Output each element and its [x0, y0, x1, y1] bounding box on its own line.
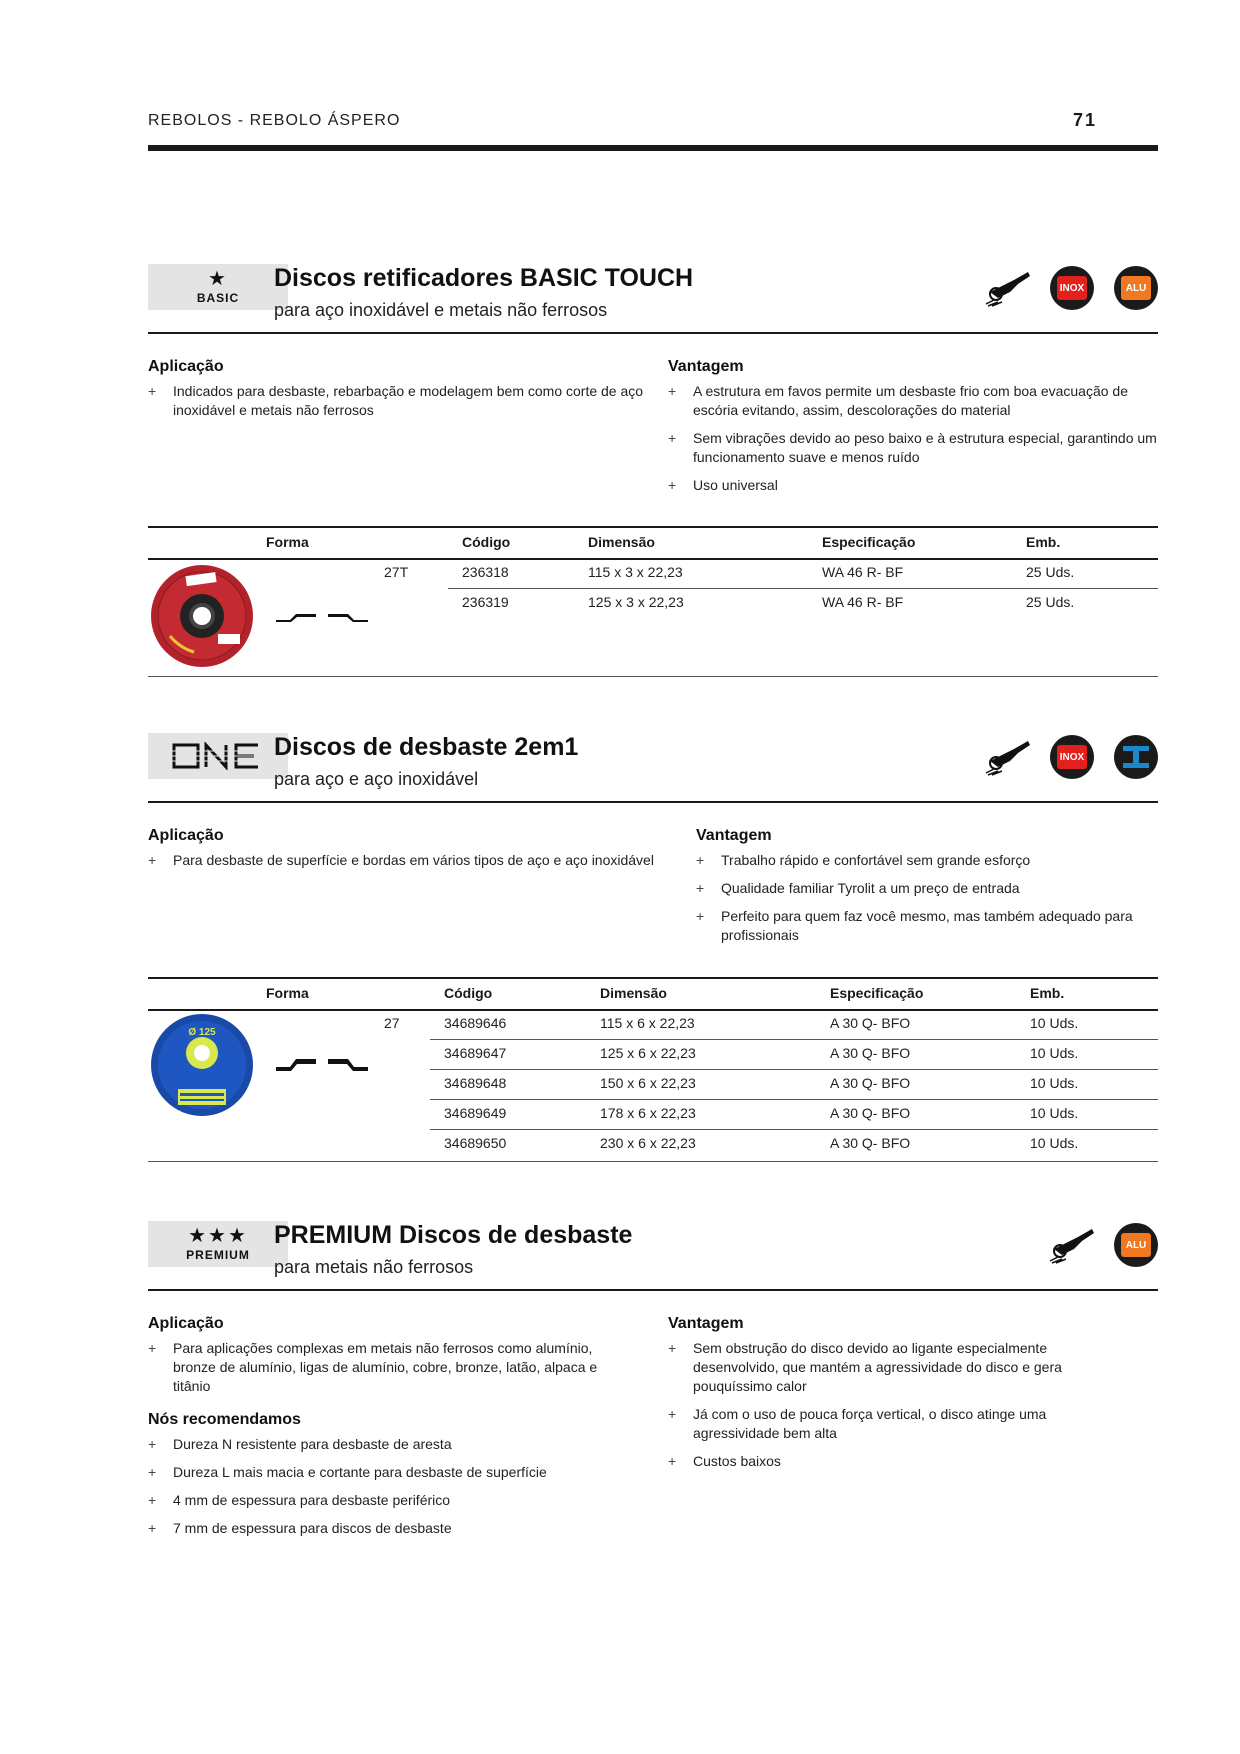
table-row: 34689650 230 x 6 x 22,23 A 30 Q- BFO 10 Uds. [444, 1135, 1079, 1151]
vantagem-heading: Vantagem [696, 827, 772, 844]
page-header-title: REBOLOS - REBOLO ÁSPERO [148, 112, 401, 129]
section-subtitle: para aço inoxidável e metais não ferrosos [274, 300, 608, 320]
table-row: 236319 125 x 3 x 22,23 WA 46 R- BF 25 Uds. [462, 594, 1075, 610]
list-item: + Uso universal [668, 477, 778, 493]
section-title: PREMIUM Discos de desbaste [274, 1221, 633, 1249]
col-forma: Forma [266, 985, 309, 1001]
table-bottom-rule [148, 676, 1158, 677]
angle-grinder-icon [984, 737, 1030, 777]
table-row: 34689648 150 x 6 x 22,23 A 30 Q- BFO 10 Uds. [430, 1069, 1158, 1100]
recomendamos-list [148, 1435, 648, 1547]
table-row: 34689647 125 x 6 x 22,23 A 30 Q- BFO 10 Uds. [430, 1039, 1158, 1070]
list-item: + Custos baixos [668, 1453, 781, 1469]
section-basic-touch [148, 264, 1158, 684]
section-title: Discos retificadores BASIC TOUCH [274, 264, 694, 292]
vantagem-heading: Vantagem [668, 1315, 744, 1332]
aplicacao-heading: Aplicação [148, 827, 224, 844]
list-item: + Para aplicações complexas em metais não ferrosos como alumínio, bronze de alumínio, ligas de alumínio, cobre, bronze, latão, alpaca e titânio [148, 1340, 598, 1394]
badge-label: BASIC [196, 291, 240, 305]
product-table [148, 526, 1158, 684]
header-rule [148, 145, 1158, 151]
list-item: + Já com o uso de pouca força vertical, o disco atinge uma agressividade bem alta [668, 1406, 1047, 1441]
angle-grinder-icon [1048, 1225, 1094, 1265]
table-row: 34689649 178 x 6 x 22,23 A 30 Q- BFO 10 Uds. [430, 1099, 1158, 1130]
list-item: + Dureza N resistente para desbaste de aresta [148, 1436, 452, 1452]
table-bottom-rule [148, 1161, 1158, 1162]
col-codigo: Código [462, 534, 511, 550]
list-item: + Qualidade familiar Tyrolit a um preço de entrada [696, 880, 1020, 896]
list-item: + Indicados para desbaste, rebarbação e modelagem bem como corte de aço inoxidável e metais não ferrosos [148, 383, 644, 418]
inox-icon-label: INOX [1057, 276, 1087, 300]
disc-shape-diagram [276, 1055, 368, 1073]
table-header [148, 977, 1158, 1011]
table-row: 236318 115 x 3 x 22,23 WA 46 R- BF 25 Uds. [448, 558, 1158, 589]
section-subtitle: para metais não ferrosos [274, 1257, 474, 1277]
list-item: + Perfeito para quem faz você mesmo, mas também adequado para profissionais [696, 908, 1133, 943]
vantagem-list [696, 851, 1158, 954]
section-rule [148, 801, 1158, 803]
section-premium [148, 1221, 1158, 1541]
forma-code: 27 [384, 1015, 400, 1031]
list-item: + Para desbaste de superfície e bordas em vários tipos de aço e aço inoxidável [148, 852, 654, 868]
application-icons [984, 266, 1158, 310]
alu-icon [1114, 1223, 1158, 1267]
forma-code: 27T [384, 564, 409, 580]
inox-icon [1050, 266, 1094, 310]
section-2em1 [148, 733, 1158, 1163]
section-title: Discos de desbaste 2em1 [274, 733, 579, 761]
section-subtitle: para aço e aço inoxidável [274, 769, 479, 789]
alu-icon-label: ALU [1121, 276, 1151, 300]
aplicacao-list [148, 382, 648, 429]
recomendamos-heading: Nós recomendamos [148, 1411, 301, 1428]
col-emb: Emb. [1026, 534, 1061, 550]
disc-size-label: Ø 125 [188, 1027, 216, 1038]
inox-icon [1050, 735, 1094, 779]
basic-disc-image [150, 564, 254, 668]
aplicacao-list [148, 1339, 628, 1405]
alu-icon [1114, 266, 1158, 310]
star-icon: ★ [208, 268, 228, 290]
col-especificacao: Especificação [830, 985, 924, 1001]
aplicacao-list [148, 851, 688, 879]
vantagem-list [668, 382, 1158, 504]
steel-beam-icon [1121, 744, 1151, 770]
badge-label: PREMIUM [186, 1248, 250, 1262]
table-header [148, 526, 1158, 560]
aplicacao-heading: Aplicação [148, 358, 224, 375]
disc-shape-diagram [276, 608, 368, 624]
one-logo [172, 742, 264, 770]
premium-badge [148, 1221, 288, 1267]
inox-icon-label: INOX [1057, 745, 1087, 769]
page-number: 71 [1072, 110, 1097, 130]
list-item: + Sem obstrução do disco devido ao ligante especialmente desenvolvido, que mantém a agressividade do disco e gera pouquíssimo calor [668, 1340, 1062, 1394]
one-disc-image [150, 1013, 254, 1117]
list-item: + Dureza L mais macia e cortante para desbaste de superfície [148, 1464, 547, 1480]
col-dimensao: Dimensão [600, 985, 667, 1001]
product-table [148, 977, 1158, 1163]
table-row: 34689646 115 x 6 x 22,23 A 30 Q- BFO 10 Uds. [430, 1009, 1158, 1040]
list-item: + 4 mm de espessura para desbaste periférico [148, 1492, 451, 1508]
application-icons [1048, 1223, 1158, 1267]
list-item: + Trabalho rápido e confortável sem grande esforço [696, 852, 1031, 868]
col-codigo: Código [444, 985, 493, 1001]
three-stars-icon: ★★★ [188, 1225, 248, 1247]
alu-icon-label: ALU [1121, 1233, 1151, 1257]
col-forma: Forma [266, 534, 309, 550]
application-icons [984, 735, 1158, 779]
one-badge [148, 733, 288, 779]
aplicacao-heading: Aplicação [148, 1315, 224, 1332]
section-rule [148, 1289, 1158, 1291]
basic-badge [148, 264, 288, 310]
list-item: + 7 mm de espessura para discos de desbaste [148, 1520, 452, 1536]
angle-grinder-icon [984, 268, 1030, 308]
col-especificacao: Especificação [822, 534, 916, 550]
steel-icon [1114, 735, 1158, 779]
vantagem-heading: Vantagem [668, 358, 744, 375]
section-rule [148, 332, 1158, 334]
list-item: + Sem vibrações devido ao peso baixo e à estrutura especial, garantindo um funcionamento suave e menos ruído [668, 430, 1157, 465]
col-emb: Emb. [1030, 985, 1065, 1001]
list-item: + A estrutura em favos permite um desbaste frio com boa evacuação de escória evitando, assim, descolorações do material [668, 383, 1129, 418]
col-dimensao: Dimensão [588, 534, 655, 550]
vantagem-list [668, 1339, 1088, 1480]
